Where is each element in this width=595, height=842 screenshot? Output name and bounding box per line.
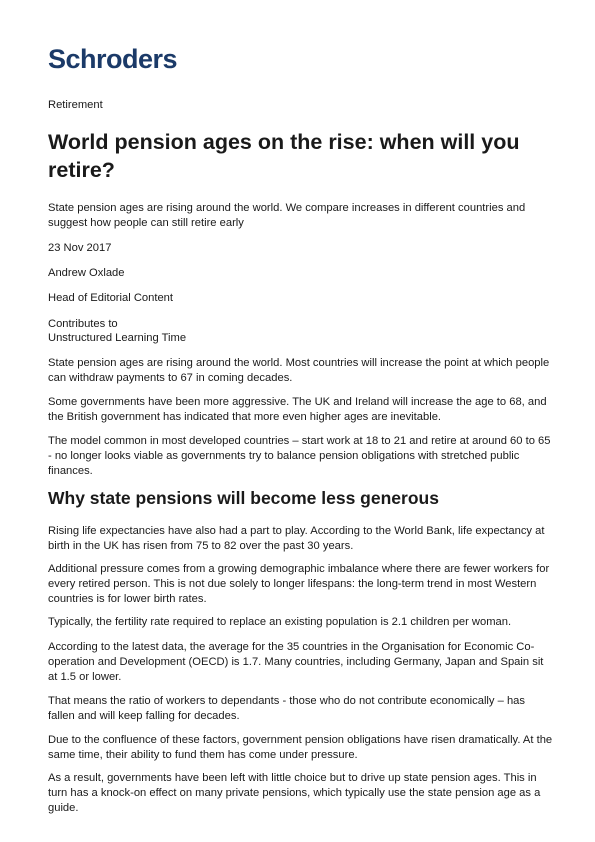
section-paragraph: Typically, the fertility rate required to replace an existing population is 2.1 children per woman. bbox=[48, 616, 512, 628]
section-paragraph: Rising life expectancies have also had a part to play. According to the World Bank, life expectancy at birth in the UK has risen from 75 to 82 over the past 30 years. bbox=[48, 525, 545, 552]
body-paragraph: The model common in most developed countries – start work at 18 to 21 and retire at around 60 to 65 - no longer looks viable as governments try to balance pension obligations with stretched public finances. bbox=[48, 435, 551, 477]
schroders-logo: Schroders bbox=[48, 44, 178, 74]
section-heading: Why state pensions will become less generous bbox=[48, 488, 439, 508]
section-paragraph: That means the ratio of workers to dependants - those who do not contribute economically – has fallen and will keep falling for decades. bbox=[48, 695, 525, 722]
author-role: Head of Editorial Content bbox=[48, 292, 174, 304]
section-paragraph: Due to the confluence of these factors, government pension obligations have risen dramatically. At the same time, their ability to fund them has come under pressure. bbox=[48, 734, 553, 761]
section-paragraph: According to the latest data, the average for the 35 countries in the Organisation for Economic Co-operation and Development (OECD) is 1.7. Many countries, including Germany, Japan and Spain sit at 1.5 or lower. bbox=[48, 641, 544, 683]
body-paragraph: State pension ages are rising around the world. Most countries will increase the point at which people can withdraw payments to 67 in coming decades. bbox=[48, 357, 550, 384]
section-paragraph: Additional pressure comes from a growing demographic imbalance where there are fewer workers for every retired person. This is not due solely to longer lifespans: the long-term trend in most Western countries is for lower birth rates. bbox=[48, 563, 550, 605]
body-paragraph: Some governments have been more aggressive. The UK and Ireland will increase the age to 68, and the British government has indicated that more even higher ages are inevitable. bbox=[48, 396, 547, 423]
article-title: World pension ages on the rise: when will you retire? bbox=[48, 130, 520, 182]
contributes-value: Unstructured Learning Time bbox=[48, 332, 187, 344]
section-paragraph: As a result, governments have been left with little choice but to drive up state pension ages. This in turn has a knock-on effect on many private pensions, which typically use the state pension age as a guide. bbox=[48, 772, 541, 814]
article-date: 23 Nov 2017 bbox=[48, 242, 112, 254]
standfirst: State pension ages are rising around the world. We compare increases in different countries and suggest how people can still retire early bbox=[48, 202, 526, 229]
article-category: Retirement bbox=[48, 99, 103, 111]
author-name: Andrew Oxlade bbox=[48, 267, 125, 279]
contributes-label: Contributes to bbox=[48, 318, 118, 330]
